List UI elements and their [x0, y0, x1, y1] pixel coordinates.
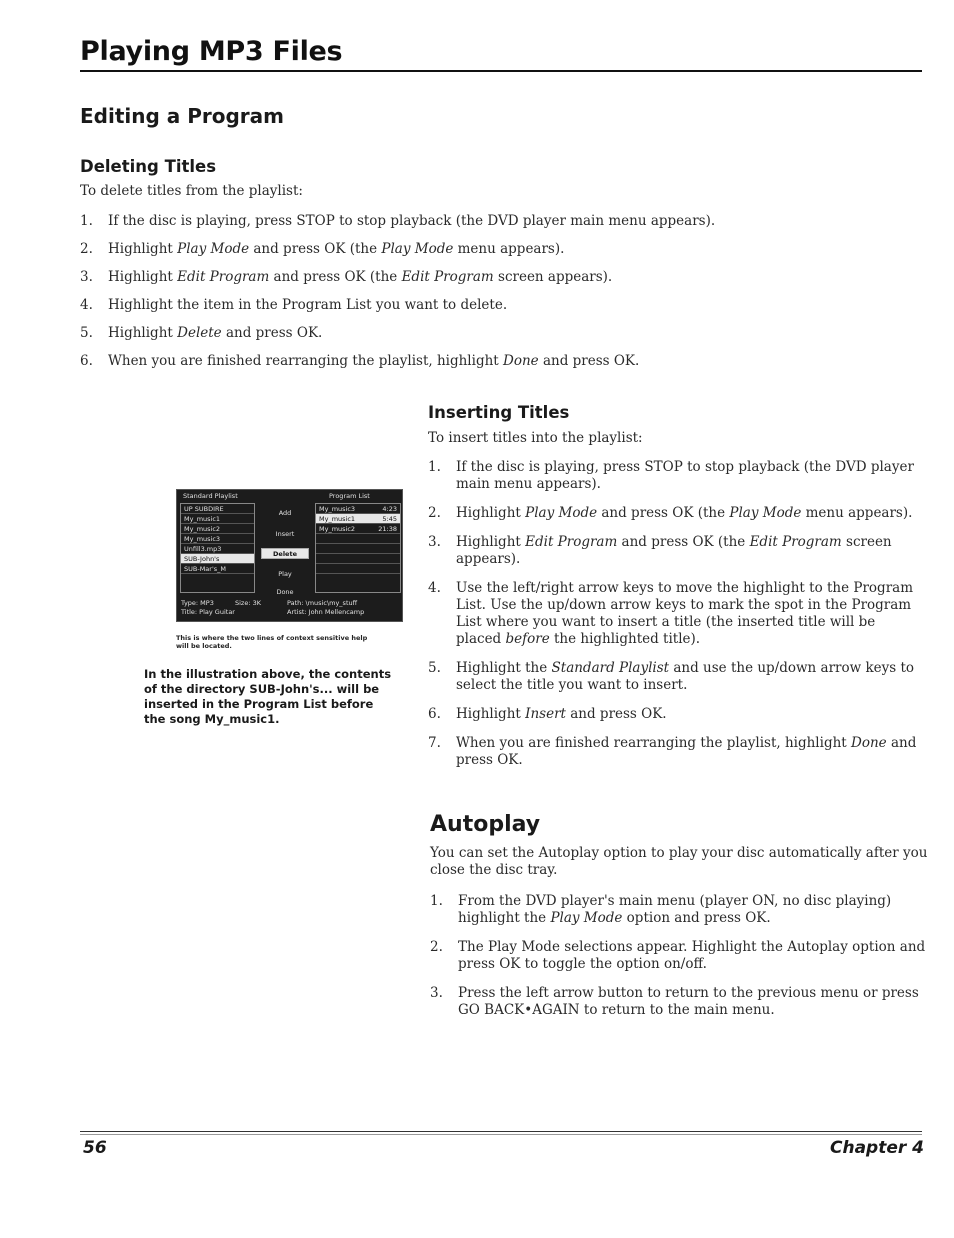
row-label: My_music2	[184, 525, 221, 533]
step-text-part: If the disc is playing, press STOP to stop playback (the DVD player main menu appears).	[108, 213, 716, 229]
playlist-row	[316, 524, 400, 534]
step-item	[430, 939, 930, 973]
step-item	[428, 505, 920, 522]
playlist-row	[181, 534, 254, 544]
step-text	[108, 241, 840, 258]
row-label: UP SUBDIRE	[184, 505, 224, 513]
program-list-header: Program List	[329, 492, 370, 500]
playlist-row	[316, 514, 400, 524]
step-text-part: When you are finished rearranging the playlist, highlight	[108, 353, 504, 369]
playlist-row	[316, 504, 400, 514]
step-item	[80, 241, 840, 258]
step-item	[80, 353, 840, 370]
info-title: Title: Play Guitar	[181, 608, 235, 616]
row-duration: 4:23	[382, 505, 397, 513]
step-number: 3.	[428, 534, 441, 550]
step-text-part: The Play Mode selections appear. Highlight the Autoplay option and press OK to toggle the option on/off.	[458, 939, 926, 972]
step-emphasis: Done	[851, 735, 887, 751]
add-button: Add	[278, 509, 292, 517]
step-text	[458, 893, 930, 927]
step-text-part: Highlight	[108, 269, 178, 285]
info-artist: Artist: John Mellencamp	[287, 608, 365, 616]
playlist-row	[181, 564, 254, 574]
step-emphasis: before	[505, 631, 550, 647]
step-text-part: When you are finished rearranging the playlist, highlight	[456, 735, 852, 751]
step-text-part: and press OK.	[538, 353, 640, 369]
step-number: 3.	[80, 269, 93, 285]
step-item	[80, 325, 840, 342]
row-label: My_music3	[319, 505, 356, 513]
step-text-part: and use the up/down arrow keys to select the title you want to insert.	[456, 660, 915, 693]
row-label: My_music1	[319, 515, 356, 523]
step-text	[108, 353, 840, 370]
step-text	[108, 325, 840, 342]
deleting-steps	[80, 213, 840, 381]
step-emphasis: Play Mode	[177, 241, 250, 257]
row-label: My_music2	[319, 525, 356, 533]
step-emphasis: Standard Playlist	[551, 660, 670, 676]
inserting-steps	[428, 459, 920, 781]
file-info-line-1	[181, 599, 401, 607]
step-item	[428, 706, 920, 723]
step-text-part: Use the left/right arrow keys to move the highlight to the Program List. Use the up/down arrow keys to mark the spot in the Program List where you want to insert a title (the inserted title will be placed	[456, 580, 914, 647]
step-text-part: Highlight	[108, 325, 178, 341]
step-emphasis: Insert	[525, 706, 566, 722]
step-item	[80, 269, 840, 286]
step-text-part: Highlight	[456, 505, 526, 521]
row-label: My_music1	[184, 515, 221, 523]
step-number: 6.	[80, 353, 93, 369]
edit-program-screenshot	[176, 489, 403, 622]
step-text	[456, 706, 920, 723]
step-emphasis: Edit Program	[401, 269, 494, 285]
step-emphasis: Play Mode	[550, 910, 623, 926]
step-text-part: and press OK (the	[597, 505, 730, 521]
step-emphasis: Edit Program	[749, 534, 842, 550]
chapter-label: Chapter 4	[829, 1138, 924, 1158]
step-emphasis: Play Mode	[525, 505, 598, 521]
step-number: 6.	[428, 706, 441, 722]
playlist-row	[181, 524, 254, 534]
step-number: 3.	[430, 985, 443, 1001]
step-text	[456, 459, 920, 493]
step-item	[80, 213, 840, 230]
row-label: Unfill3.mp3	[184, 545, 222, 553]
step-text-part: and press OK.	[456, 735, 917, 768]
step-number: 5.	[80, 325, 93, 341]
row-label: SUB-John's	[184, 555, 220, 563]
step-emphasis: Done	[503, 353, 539, 369]
footer-rule-secondary	[80, 1134, 922, 1135]
program-list	[315, 503, 401, 593]
step-item	[430, 985, 930, 1019]
step-number: 1.	[428, 459, 441, 475]
playlist-row	[316, 554, 400, 564]
step-text-part: From the DVD player's main menu (player ON, no disc playing) highlight the	[458, 893, 892, 926]
step-text-part: and press OK.	[221, 325, 323, 341]
file-info-line-2	[181, 608, 401, 616]
step-text-part: Press the left arrow button to return to the previous menu or press GO BACK•AGAIN to return to the main menu.	[458, 985, 919, 1018]
row-duration: 21:38	[378, 525, 397, 533]
subheading-inserting-titles: Inserting Titles	[428, 403, 570, 422]
insert-button: Insert	[275, 530, 295, 538]
inserting-intro: To insert titles into the playlist:	[428, 430, 643, 446]
play-button: Play	[278, 570, 292, 578]
step-text-part: menu appears).	[453, 241, 565, 257]
step-text-part: option and press OK.	[622, 910, 771, 926]
subheading-deleting-titles: Deleting Titles	[80, 157, 217, 176]
step-number: 1.	[80, 213, 93, 229]
step-text-part: and press OK (the	[617, 534, 750, 550]
row-label: SUB-Mar's_M	[184, 565, 226, 573]
info-size: Size: 3K	[235, 599, 261, 607]
step-text	[108, 297, 840, 314]
step-text-part: Highlight	[456, 706, 526, 722]
footer-rule	[80, 1131, 922, 1132]
step-number: 2.	[430, 939, 443, 955]
step-text	[456, 505, 920, 522]
step-text-part: Highlight	[108, 241, 178, 257]
step-text-part: the highlighted title).	[549, 631, 701, 647]
step-item	[428, 534, 920, 568]
step-item	[428, 580, 920, 648]
screenshot-help-note: This is where the two lines of context sensitive help will be located.	[176, 634, 368, 650]
step-number: 2.	[428, 505, 441, 521]
playlist-row	[181, 544, 254, 554]
playlist-row	[181, 514, 254, 524]
step-text	[456, 660, 920, 694]
step-item	[430, 893, 930, 927]
page-number: 56	[83, 1138, 107, 1158]
info-type: Type: MP3	[181, 599, 214, 607]
illustration-caption: In the illustration above, the contents of the directory SUB-John's... will be inserted in the Program List before the song My_music1.	[144, 667, 392, 726]
step-text	[456, 534, 920, 568]
done-button: Done	[276, 588, 294, 596]
step-emphasis: Play Mode	[381, 241, 454, 257]
step-text-part: Highlight the	[456, 660, 552, 676]
step-number: 4.	[428, 580, 441, 596]
row-duration: 5:45	[382, 515, 397, 523]
step-text-part: and press OK (the	[269, 269, 402, 285]
step-text-part: and press OK.	[565, 706, 667, 722]
step-text	[458, 939, 930, 973]
playlist-row	[316, 534, 400, 544]
step-text-part: and press OK (the	[249, 241, 382, 257]
info-path: Path: \music\my_stuff	[287, 599, 358, 607]
step-emphasis: Delete	[177, 325, 222, 341]
step-text-part: screen appears).	[493, 269, 613, 285]
step-text	[456, 735, 920, 769]
playlist-row	[316, 544, 400, 554]
step-number: 5.	[428, 660, 441, 676]
step-emphasis: Edit Program	[177, 269, 270, 285]
step-item	[428, 660, 920, 694]
step-number: 7.	[428, 735, 441, 751]
step-item	[80, 297, 840, 314]
step-text-part: Highlight the item in the Program List you want to delete.	[108, 297, 508, 313]
step-text	[108, 213, 840, 230]
section-heading-editing: Editing a Program	[80, 104, 285, 128]
step-item	[428, 735, 920, 769]
playlist-row	[181, 504, 254, 514]
step-number: 1.	[430, 893, 443, 909]
step-text	[456, 580, 920, 648]
row-label: My_music3	[184, 535, 221, 543]
step-text	[108, 269, 840, 286]
standard-playlist-header: Standard Playlist	[183, 492, 238, 500]
standard-playlist	[180, 503, 255, 593]
title-rule	[80, 70, 922, 72]
page-title: Playing MP3 Files	[80, 36, 343, 67]
step-number: 2.	[80, 241, 93, 257]
autoplay-intro: You can set the Autoplay option to play your disc automatically after you close the disc tray.	[430, 845, 928, 878]
step-number: 4.	[80, 297, 93, 313]
autoplay-steps	[430, 893, 930, 1031]
step-text-part: screen appears).	[456, 534, 892, 567]
step-emphasis: Edit Program	[525, 534, 618, 550]
step-text	[458, 985, 930, 1019]
step-text-part: menu appears).	[801, 505, 913, 521]
step-text-part: Highlight	[456, 534, 526, 550]
playlist-row	[316, 564, 400, 574]
step-text-part: If the disc is playing, press STOP to stop playback (the DVD player main menu appears).	[456, 459, 914, 492]
section-heading-autoplay: Autoplay	[430, 812, 541, 837]
step-item	[428, 459, 920, 493]
step-emphasis: Play Mode	[729, 505, 802, 521]
delete-button: Delete	[261, 548, 309, 559]
deleting-intro: To delete titles from the playlist:	[80, 183, 303, 199]
playlist-row	[181, 554, 254, 564]
